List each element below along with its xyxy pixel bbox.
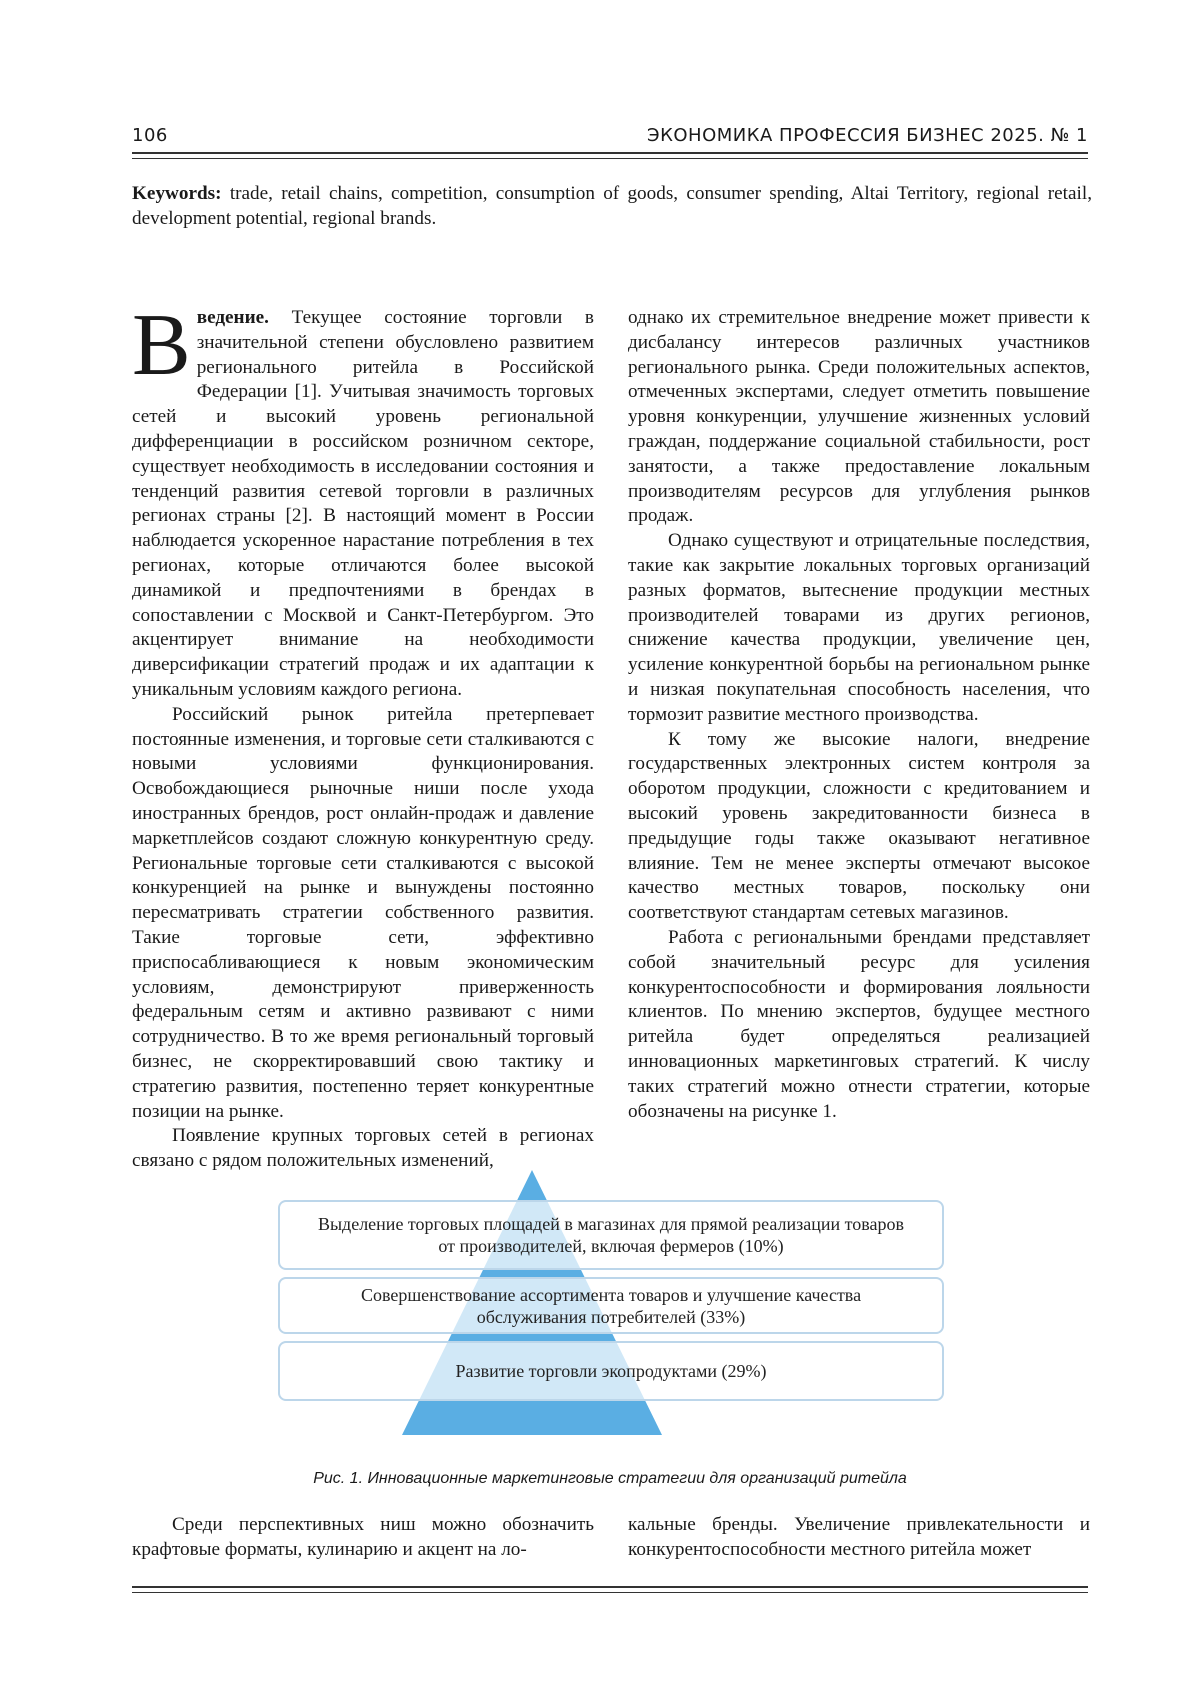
footer-rule [132, 1586, 1088, 1593]
strategy-box-bottom: Развитие торговли экопродуктами (29%) [278, 1341, 944, 1401]
page-header [132, 123, 1088, 151]
journal-title: ЭКОНОМИКА ПРОФЕССИЯ БИЗНЕС 2025. № 1 [647, 125, 1088, 146]
right-column [628, 306, 1090, 1124]
header-rule [132, 152, 1088, 159]
paragraph: Работа с региональными брендами представляет собой значительный ресурс для усиления конкурентоспособности и формирования лояльности клиентов. По мнению экспертов, будущее местного ритейла будет определяться реализацией инновационных маркетинговых стратегий. К числу таких стратегий можно отнести стратегии, которые обозначены на рисунке 1. [628, 926, 1090, 1122]
strategy-pyramid-figure [270, 1170, 950, 1460]
keywords-text: trade, retail chains, competition, consumption of goods, consumer spending, Altai Territory, regional retail, development potential, regional brands. [132, 183, 1092, 229]
intro-text: Текущее состояние торговли в значительной степени обусловлено развитием регионального ритейла в Российской Федерации [1]. Учитывая значимость торговых сетей и высокий уровень региональной дифференциации в российском розничном секторе, существует необходимость в исследовании состояния и тенденций развития сетевой торговли в различных регионах страны [2]. В настоящий момент в России наблюдается ускоренное нарастание потребления в тех регионах, которые отличаются более высокой динамикой и предпочтениями в брендах в сопоставлении с Москвой и Санкт-Петербургом. Это акцентирует внимание на необходимости диверсификации стратегий продаж и их адаптации к уникальным условиям каждого региона. [132, 307, 594, 700]
paragraph: Однако существуют и отрицательные последствия, такие как закрытие локальных торговых организаций разных форматов, вытеснение продукции местных производителей товарами из других регионов, снижение качества продукции, увеличение цен, усиление конкурентной борьбы на региональном рынке и низкая покупательная способность населения, что тормозит развитие местного производства. [628, 530, 1090, 725]
bottom-left-column [132, 1513, 594, 1563]
strategy-box-middle: Совершенствование ассортимента товаров и улучшение качества обслуживания потребителей (33%) [278, 1277, 944, 1334]
keywords-label: Keywords: [132, 183, 222, 204]
paragraph: К тому же высокие налоги, внедрение государственных электронных систем контроля за оборотом продукции, сложности с кредитованием и высокий уровень закредитованности бизнеса в предыдущие годы также оказывают негативное влияние. Тем не менее эксперты отмечают высокое качество местных товаров, поскольку они соответствуют стандартам сетевых магазинов. [628, 728, 1090, 924]
paragraph: Российский рынок ритейла претерпевает постоянные изменения, и торговые сети сталкиваются с новыми условиями функционирования. Освобождающиеся рыночные ниши после ухода иностранных брендов, рост онлайн-продаж и давление маркетплейсов создают сложную конкурентную среду. Региональные торговые сети сталкиваются с высокой конкуренцией на рынке и вынуждены постоянно пересматривать стратегии собственного развития. Такие торговые сети, эффективно приспосабливающиеся к новым экономическим условиям, демонстрируют приверженность федеральным сетям и активно развивают с ними сотрудничество. В то же время региональный торговый бизнес, не скорректировавший свою тактику и стратегию развития, постепенно теряет конкурентные позиции на рынке. [132, 703, 594, 1122]
bottom-right-column [628, 1513, 1090, 1563]
paragraph: Появление крупных торговых сетей в регионах связано с рядом положительных изменений, [132, 1125, 594, 1172]
figure-caption: Рис. 1. Инновационные маркетинговые стратегии для организаций ритейла [313, 1470, 907, 1487]
keywords-paragraph [132, 182, 1092, 232]
intro-heading: ведение. [196, 307, 269, 328]
left-column [132, 297, 594, 1174]
intro-paragraph [132, 297, 594, 703]
paragraph: кальные бренды. Увеличение привлекательности и конкурентоспособности местного ритейла может [628, 1514, 1090, 1560]
dropcap-letter: В [132, 297, 191, 394]
paragraph: Среди перспективных ниш можно обозначить крафтовые форматы, кулинарию и акцент на ло- [132, 1514, 594, 1560]
strategy-box-top: Выделение торговых площадей в магазинах для прямой реализации товаров от производителей, включая фермеров (10%) [278, 1200, 944, 1270]
page-number: 106 [132, 125, 168, 146]
paragraph: однако их стремительное внедрение может привести к дисбалансу интересов различных участников регионального рынка. Среди положительных аспектов, отмеченных экспертами, следует отметить повышение уровня конкуренции, улучшение жизненных условий граждан, поддержание социальной стабильности, рост занятости, а также предоставление локальным производителям ресурсов для углубления рынков продаж. [628, 307, 1090, 527]
